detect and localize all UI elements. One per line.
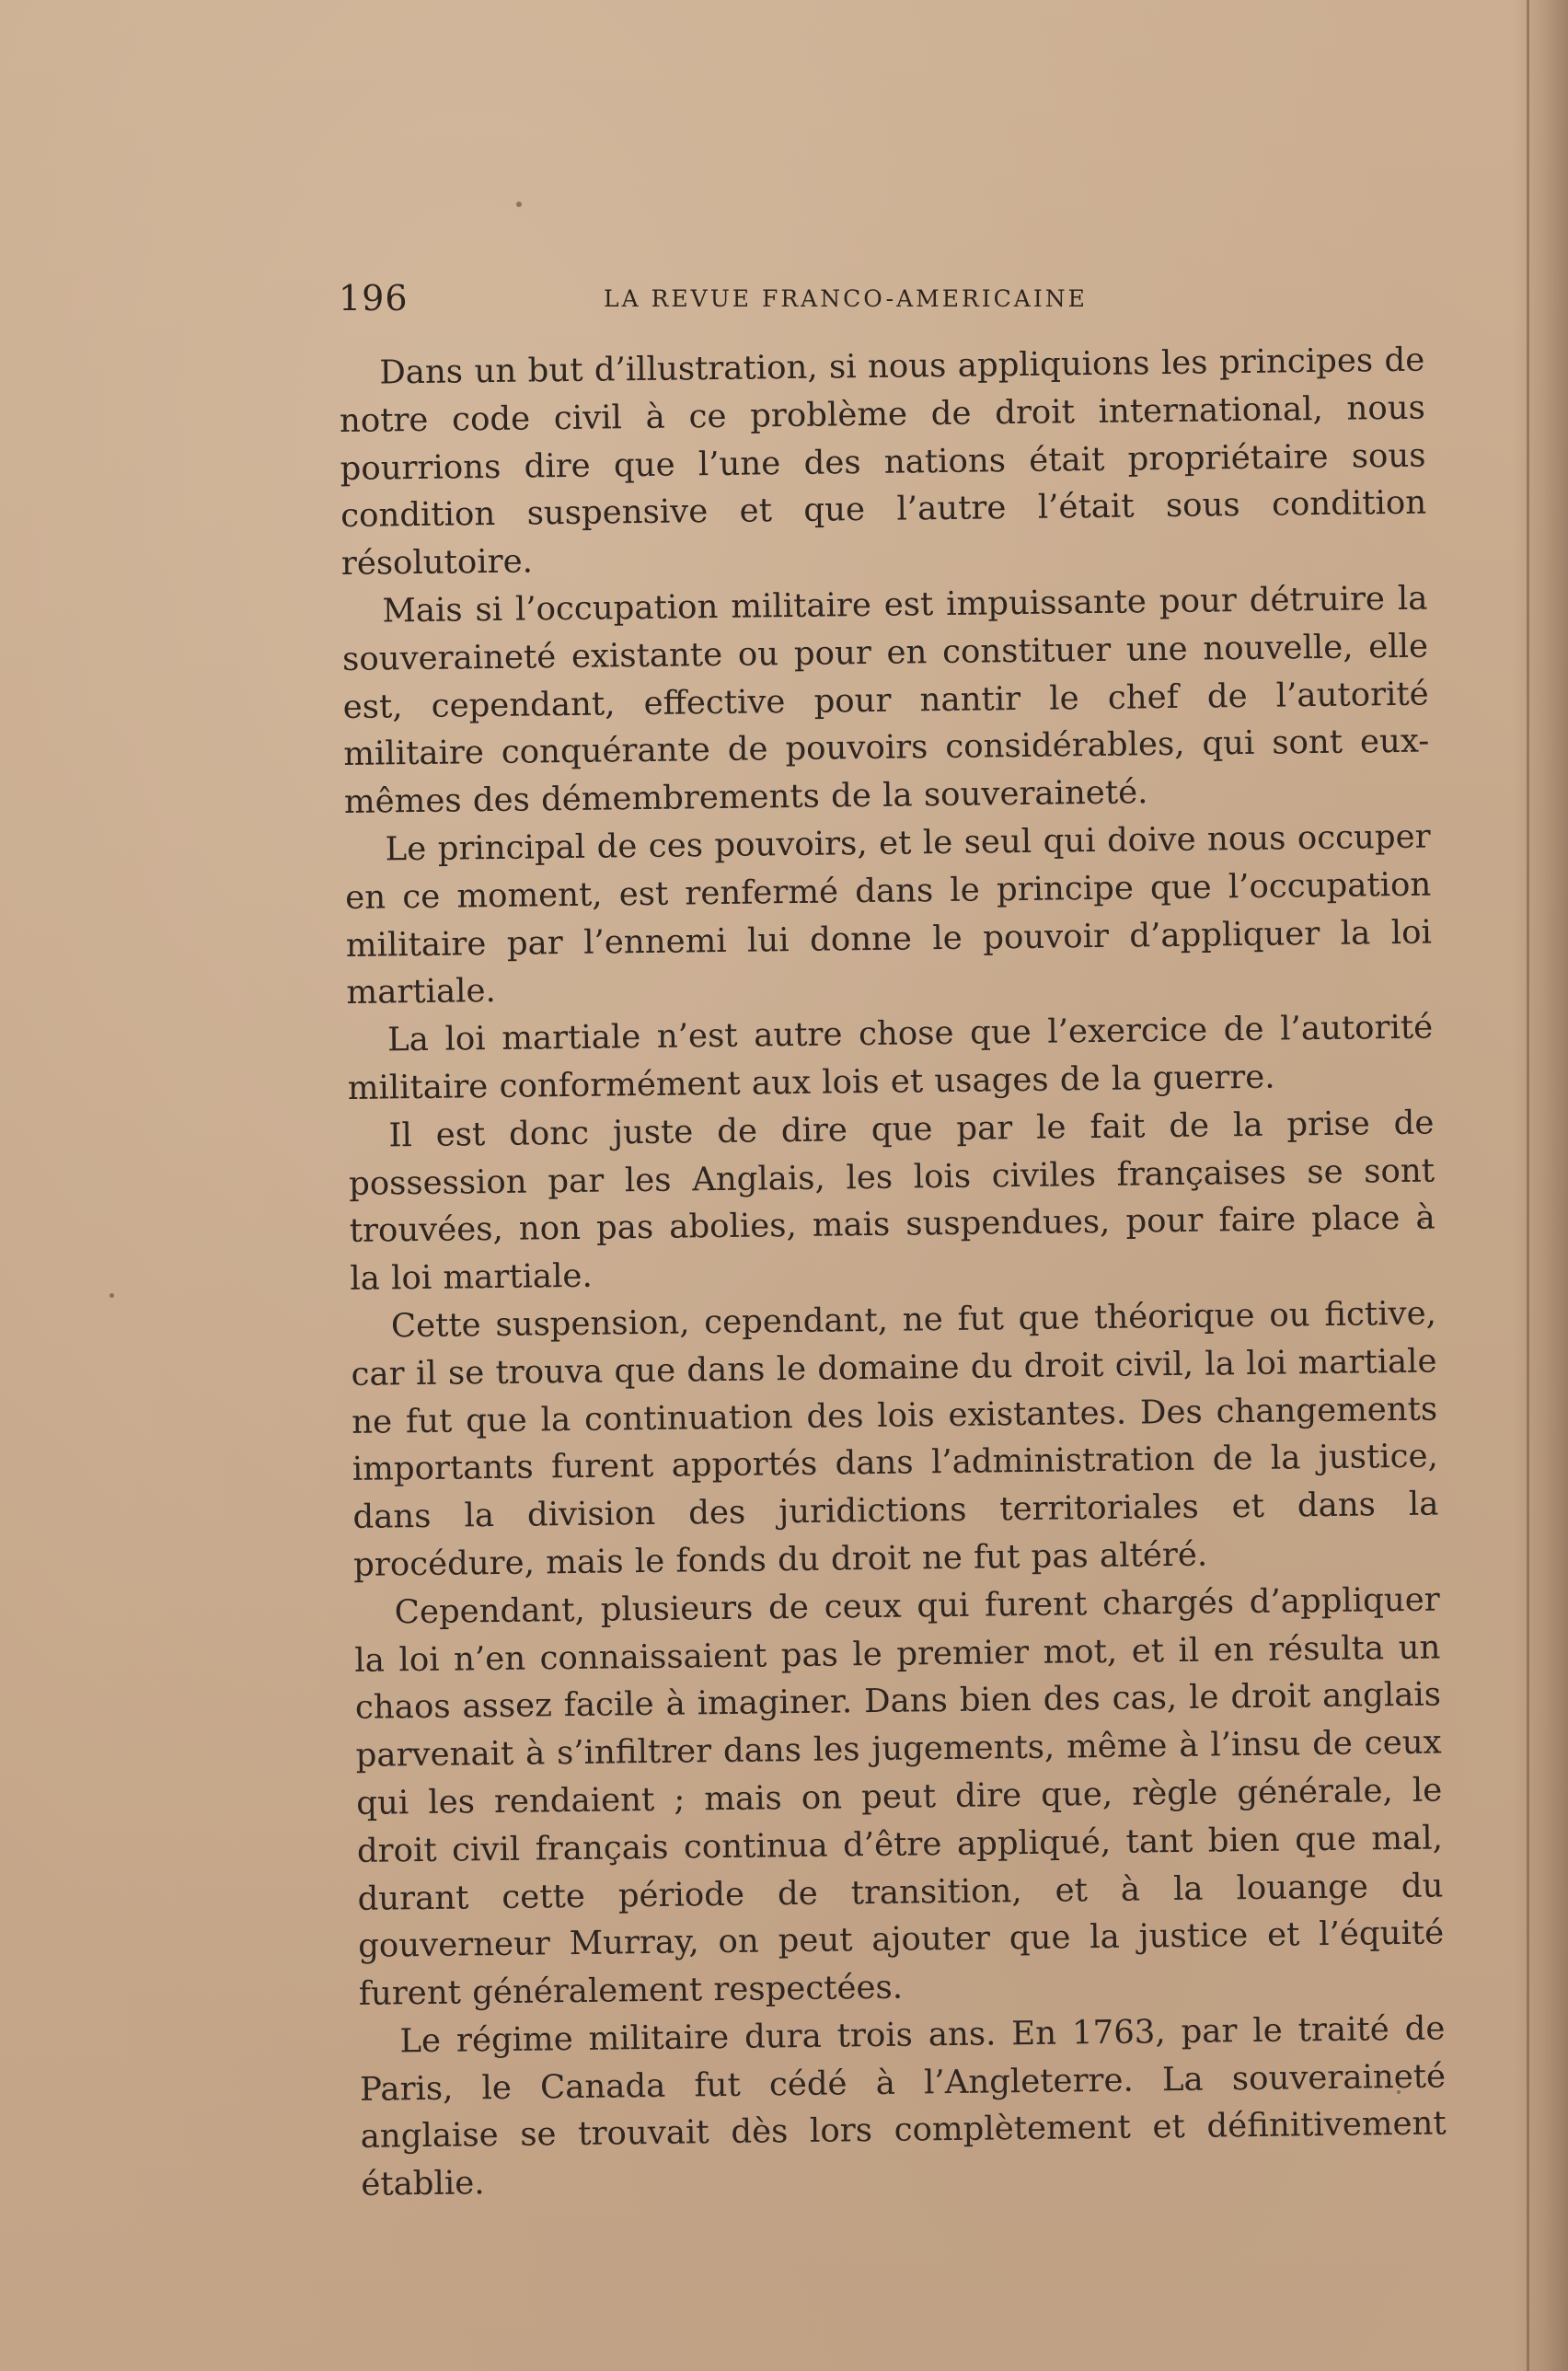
paragraph-3: Le principal de ces pouvoirs, et le seul qui doive nous occuper en ce moment, est renfermé dans le principe que l’occupation militaire par l’ennemi lui donne le pouvoir d’appliquer la loi martiale. — [345, 817, 1433, 1012]
page-edge-line — [1527, 0, 1529, 2371]
running-title: LA REVUE FRANCO-AMERICAINE — [604, 285, 1088, 312]
page-number: 196 — [339, 278, 409, 318]
body-text — [339, 337, 1447, 2209]
paragraph-1: Dans un but d’illustration, si nous appliquions les principes de notre code civil à ce problème de droit international, nous pourrions dire que l’une des nations était propriétaire sous condition suspensive et que l’autre l’était sous condition résolutoire. — [339, 341, 1427, 584]
paragraph-4: La loi martiale n’est autre chose que l’exercice de l’autorité militaire conformément aux lois et usages de la guerre. — [347, 1008, 1434, 1107]
paragraph-7: Cependant, plusieurs de ceux qui furent chargés d’appliquer la loi n’en connaissaient pas le premier mot, et il en résulta un chaos assez facile à imaginer. Dans bien des cas, le droit anglais parvenait à s’infiltrer dans les jugements, même à l’insu de ceux qui les rendaient ; mais on peut dire que, règle générale, le droit civil français continua d’être appliqué, tant bien que mal, durant cette période de transition, et à la louange du gouverneur Murray, on peut ajouter que la justice et l’équité furent généralement respectées. — [354, 1580, 1445, 2013]
paper-speck — [516, 202, 522, 207]
paragraph-5: Il est donc juste de dire que par le fait de la prise de possession par les Anglais, les lois civiles françaises se sont trouvées, non pas abolies, mais suspendues, pour faire place à la loi martiale. — [348, 1104, 1435, 1299]
paragraph-8: Le régime militaire dura trois ans. En 1763, par le traité de Paris, le Canada fut cédé à l’Angleterre. La souveraineté anglaise se trouvait dès lors complètement et définitivement établie. — [359, 2009, 1447, 2204]
paragraph-6: Cette suspension, cependant, ne fut que théorique ou fictive, car il se trouva que dans le domaine du droit civil, la loi martiale ne fut que la continuation des lois existantes. Des changements importants furent apportés dans l’administration de la justice, dans la division des juridictions territoriales et dans la procédure, mais le fonds du droit ne fut pas altéré. — [351, 1294, 1439, 1584]
paragraph-2: Mais si l’occupation militaire est impuissante pour détruire la souveraineté existante ou pour en constituer une nouvelle, elle est, cependant, effective pour nantir le chef de l’autorité militaire conquérante de pouvoirs considérables, qui sont eux-mêmes des démembrements de la souveraineté. — [341, 579, 1430, 822]
running-head — [339, 278, 1424, 324]
paper-speck — [110, 1293, 114, 1298]
page-edge-shadow — [1513, 0, 1568, 2371]
